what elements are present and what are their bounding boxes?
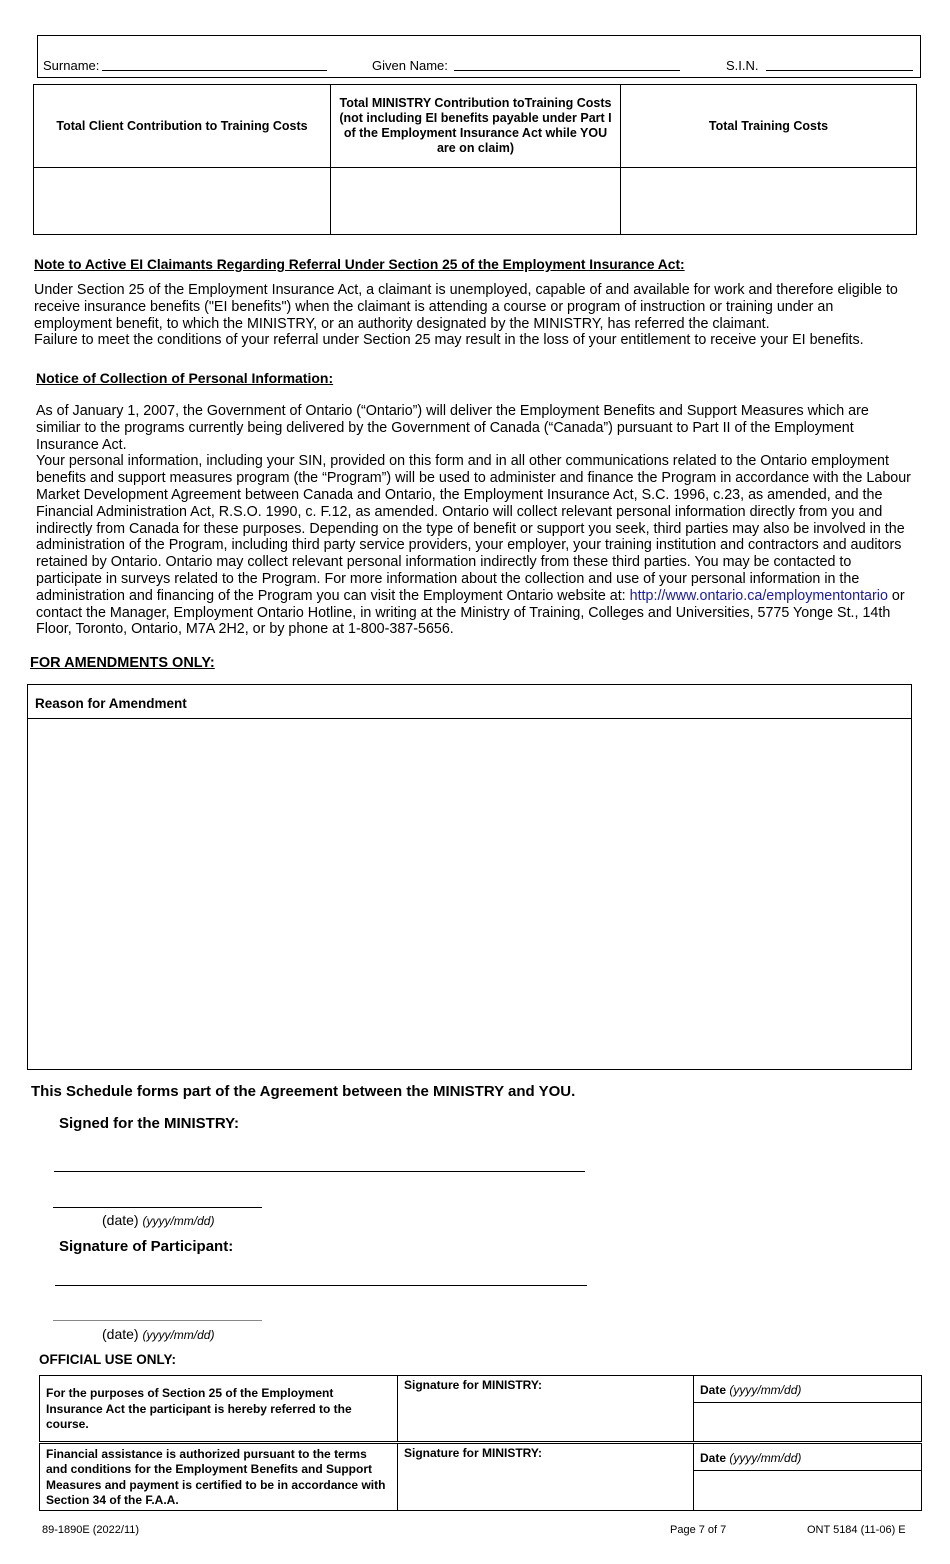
costs-header-total xyxy=(620,84,917,168)
official-row-2-date-label: Date xyxy=(700,1451,727,1465)
sin-field[interactable] xyxy=(766,70,913,71)
sin-label: S.I.N. xyxy=(726,58,759,73)
reason-textarea[interactable] xyxy=(27,718,912,1070)
official-row-1-signature-label: Signature for MINISTRY: xyxy=(404,1378,542,1392)
official-row-1-date-caption xyxy=(700,1383,801,1397)
costs-header-client xyxy=(33,84,331,168)
reason-header xyxy=(27,684,912,719)
official-row-1-text-cell xyxy=(39,1375,398,1442)
ministry-signature-line[interactable] xyxy=(54,1171,585,1172)
ministry-date-line[interactable] xyxy=(53,1207,262,1208)
costs-header-ministry-text: Total MINISTRY Contribution toTraining Costs (not including EI benefits payable under Part I of the Employment Insurance Act while YOU are on claim) xyxy=(339,96,612,155)
costs-ministry-cell[interactable] xyxy=(330,167,621,235)
privacy-notice-body xyxy=(36,403,916,638)
official-row-1-date-header xyxy=(693,1375,922,1403)
ministry-date-format: (yyyy/mm/dd) xyxy=(142,1214,215,1228)
participant-info-box xyxy=(37,35,921,78)
official-row-2-date-caption xyxy=(700,1451,801,1465)
official-row-1-date-label: Date xyxy=(700,1383,727,1397)
amendments-heading: FOR AMENDMENTS ONLY: xyxy=(30,655,215,671)
participant-date-format: (yyyy/mm/dd) xyxy=(142,1328,215,1342)
privacy-para-2 xyxy=(36,453,916,638)
reason-label: Reason for Amendment xyxy=(35,696,187,711)
official-row-1-date-field[interactable] xyxy=(693,1402,922,1442)
ei-note-heading: Note to Active EI Claimants Regarding Referral Under Section 25 of the Employment Insurance Act: xyxy=(34,257,685,272)
ei-note-para-2: Failure to meet the conditions of your referral under Section 25 may result in the loss of your entitlement to receive your EI benefits. xyxy=(34,332,864,349)
participant-date-label: (date) xyxy=(102,1326,139,1342)
privacy-para-1: As of January 1, 2007, the Government of Ontario (“Ontario”) will deliver the Employment Benefits and Support Measures which are similiar to the programs currently being delivered by the Government of Canada (“Canada”) pursuant to Part II of the Employment Insurance Act. xyxy=(36,403,869,453)
official-row-2-date-field[interactable] xyxy=(693,1470,922,1511)
participant-date-caption xyxy=(102,1326,214,1342)
ei-note-body xyxy=(34,282,914,349)
ministry-date-caption xyxy=(102,1212,214,1228)
ei-note-para-1: Under Section 25 of the Employment Insurance Act, a claimant is unemployed, capable of and available for work and therefore eligible to receive insurance benefits ("EI benefits") when the claimant is attending a course or program of instruction or training under an employment benefit, to which the MINISTRY, or an authority designated by the MINISTRY, has referred the claimant. xyxy=(34,282,898,332)
schedule-statement: This Schedule forms part of the Agreement between the MINISTRY and YOU. xyxy=(31,1083,576,1100)
participant-signature-line[interactable] xyxy=(55,1285,587,1286)
costs-header-ministry xyxy=(330,84,621,168)
given-name-field[interactable] xyxy=(454,70,680,71)
employment-ontario-link[interactable]: http://www.ontario.ca/employmentontario xyxy=(629,587,888,604)
official-row-2-signature-label: Signature for MINISTRY: xyxy=(404,1446,542,1460)
form-number: 89-1890E (2022/11) xyxy=(42,1524,140,1536)
official-row-2-signature-cell[interactable] xyxy=(397,1443,694,1511)
given-name-label: Given Name: xyxy=(372,58,448,73)
official-row-1-text: For the purposes of Section 25 of the Employment Insurance Act the participant is hereby referred to the course. xyxy=(46,1386,352,1431)
costs-header-client-text: Total Client Contribution to Training Costs xyxy=(56,119,308,133)
costs-total-cell[interactable] xyxy=(620,167,917,235)
ont-code: ONT 5184 (11-06) E xyxy=(807,1524,906,1536)
official-use-heading: OFFICIAL USE ONLY: xyxy=(39,1352,177,1367)
privacy-notice-heading: Notice of Collection of Personal Information: xyxy=(36,370,334,386)
page-number: Page 7 of 7 xyxy=(670,1524,727,1536)
ministry-date-label: (date) xyxy=(102,1212,139,1228)
official-row-2-date-header xyxy=(693,1443,922,1471)
surname-field[interactable] xyxy=(102,70,327,71)
privacy-para-2-text: Your personal information, including your SIN, provided on this form and in all other communications related to the Ontario employment benefits and support measures program (the “Program”) will be used to administer and finance the Program in accordance with the Labour Market Development Agreement between Canada and Ontario, the Employment Insurance Act, S.C. 1996, c.23, as amended, and the Financial Administration Act, R.S.O. 1990, c. F.12, as amended. Ontario will collect relevant personal information directly from you and indirectly from Canada for these purposes. Depending on the type of benefit or support you seek, third parties may also be involved in the administration of the Program, including third party service providers, your employer, your training institution and contractors and auditors retained by Ontario. Ontario may collect relevant personal information indirectly from these third parties. You may be contacted to participate in surveys related to the Program. For more information about the collection and use of your personal information in the administration and financing of the Program you can visit the Employment Ontario website at: xyxy=(36,453,911,604)
surname-label: Surname: xyxy=(43,58,100,73)
participant-signature-label: Signature of Participant: xyxy=(59,1238,234,1255)
official-row-2-date-format: (yyyy/mm/dd) xyxy=(729,1451,802,1465)
costs-client-cell[interactable] xyxy=(33,167,331,235)
costs-header-total-text: Total Training Costs xyxy=(708,119,829,133)
official-row-2-text: Financial assistance is authorized pursuant to the terms and conditions for the Employment Benefits and Support Measures and payment is certified to be in accordance with Section 34 of the F.A.A. xyxy=(46,1447,386,1507)
official-row-2-text-cell xyxy=(39,1443,398,1511)
official-row-1-signature-cell[interactable] xyxy=(397,1375,694,1442)
participant-date-line[interactable] xyxy=(53,1320,262,1321)
privacy-para-2-tail: or contact the Manager, Employment Ontario Hotline, in writing at the Ministry of Training, Colleges and Universities, 5775 Yonge St., 14th Floor, Toronto, Ontario, M7A 2H2, or by phone at 1-800-387-5656. xyxy=(36,587,905,638)
official-row-1-date-format: (yyyy/mm/dd) xyxy=(729,1383,802,1397)
ministry-signed-label: Signed for the MINISTRY: xyxy=(59,1115,239,1132)
